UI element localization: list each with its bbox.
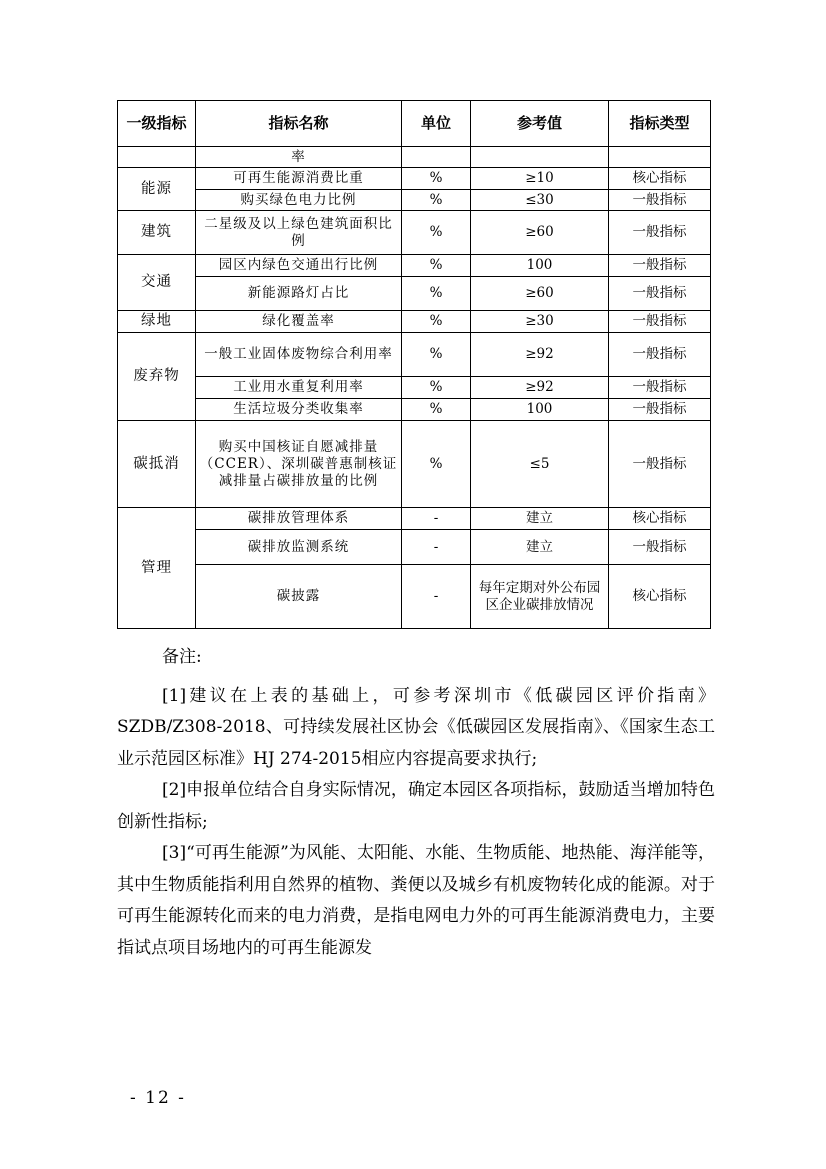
cell-name: 碳排放管理体系 [196,508,402,530]
cell-name: 购买中国核证自愿减排量（CCER）、深圳碳普惠制核证减排量占碳排放量的比例 [196,421,402,508]
cell-type: 核心指标 [609,508,711,530]
note-2: [2]申报单位结合自身实际情况，确定本园区各项指标，鼓励适当增加特色创新性指标; [117,780,715,832]
cell-type: 一般指标 [609,530,711,565]
cell-ref: 100 [471,255,609,277]
cell-unit: - [402,565,471,629]
cell-category: 能源 [118,168,196,211]
cell-ref: ≤5 [471,421,609,508]
cell-unit: % [402,377,471,399]
cell-name: 工业用水重复利用率 [196,377,402,399]
header-name: 指标名称 [196,101,402,147]
cell-name: 率 [196,147,402,168]
table-row [118,508,711,530]
header-type: 指标类型 [609,101,711,147]
cell-unit: % [402,255,471,277]
cell-type: 核心指标 [609,565,711,629]
cell-name: 新能源路灯占比 [196,277,402,311]
cell-unit: % [402,399,471,421]
cell-type: 一般指标 [609,311,711,333]
cell-unit: % [402,333,471,377]
cell-name: 二星级及以上绿色建筑面积比例 [196,211,402,255]
cell-category: 碳抵消 [118,421,196,508]
indicator-table [117,100,711,629]
table-row [118,421,711,508]
cell-type: 一般指标 [609,399,711,421]
cell-name: 碳排放监测系统 [196,530,402,565]
cell-ref: 建立 [471,508,609,530]
header-ref: 参考值 [471,101,609,147]
cell-type: 一般指标 [609,277,711,311]
cell-type: 一般指标 [609,255,711,277]
cell-ref: 每年定期对外公布园区企业碳排放情况 [471,565,609,629]
header-unit: 单位 [402,101,471,147]
cell-name: 购买绿色电力比例 [196,190,402,211]
table-row [118,255,711,277]
cell-category: 绿地 [118,311,196,333]
table-row [118,399,711,421]
note-1: [1]建议在上表的基础上，可参考深圳市《低碳园区评价指南》SZDB/Z308-2018、可持续发展社区协会《低碳园区发展指南》、《国家生态工业示范园区标准》HJ 274-2015相应内容提高要求执行; [117,685,715,769]
cell-category: 交通 [118,255,196,311]
cell-type: 一般指标 [609,377,711,399]
table-row [118,190,711,211]
cell-name: 碳披露 [196,565,402,629]
cell-type: 核心指标 [609,168,711,190]
cell-unit: - [402,508,471,530]
table-row [118,377,711,399]
table-row [118,147,711,168]
cell-name: 绿化覆盖率 [196,311,402,333]
cell-type: 一般指标 [609,211,711,255]
cell-ref: ≥30 [471,311,609,333]
cell-name: 生活垃圾分类收集率 [196,399,402,421]
cell-ref: ≥60 [471,211,609,255]
cell-ref: ≥92 [471,333,609,377]
table-row [118,311,711,333]
cell-name: 可再生能源消费比重 [196,168,402,190]
cell-unit: - [402,530,471,565]
cell-ref: ≥60 [471,277,609,311]
cell-ref: ≥92 [471,377,609,399]
notes-heading: 备注: [162,647,202,667]
note-3: [3]“可再生能源”为风能、太阳能、水能、生物质能、地热能、海洋能等，其中生物质能指利用自然界的植物、粪便以及城乡有机废物转化成的能源。对于可再生能源转化而来的电力消费，是指电网电力外的可再生能源消费电力，主要指试点项目场地内的可再生能源发 [117,843,715,958]
cell-unit: % [402,421,471,508]
cell-unit: % [402,190,471,211]
table-row [118,277,711,311]
cell-ref: 100 [471,399,609,421]
notes-section [117,642,715,964]
cell-ref: ≥10 [471,168,609,190]
cell-type: 一般指标 [609,421,711,508]
table-row [118,530,711,565]
cell-unit: % [402,277,471,311]
cell-unit: % [402,211,471,255]
table-row [118,565,711,629]
header-level1: 一级指标 [118,101,196,147]
cell-category: 废弃物 [118,333,196,421]
cell-ref: ≤30 [471,190,609,211]
cell-type: 一般指标 [609,333,711,377]
cell-ref: 建立 [471,530,609,565]
cell-unit: % [402,311,471,333]
page-number: - 12 - [130,1088,186,1108]
table-header-row [118,101,711,147]
cell-category: 建筑 [118,211,196,255]
cell-name: 园区内绿色交通出行比例 [196,255,402,277]
table-row [118,168,711,190]
cell-unit: % [402,168,471,190]
table-row [118,333,711,377]
cell-name: 一般工业固体废物综合利用率 [196,333,402,377]
cell-type: 一般指标 [609,190,711,211]
table-row [118,211,711,255]
cell-category: 管理 [118,508,196,629]
